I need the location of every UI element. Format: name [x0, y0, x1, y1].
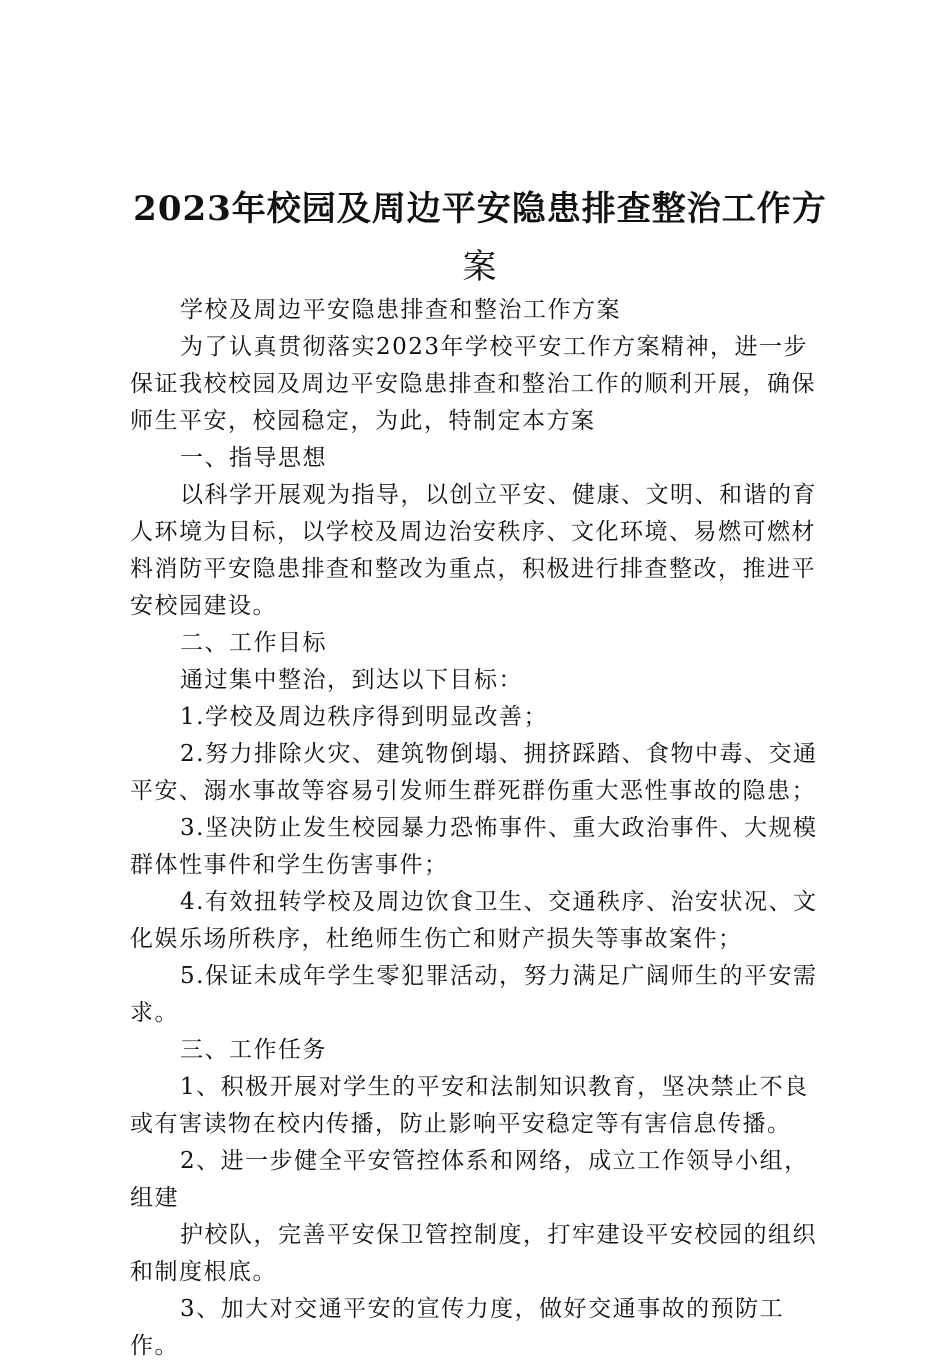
task-item-2: 2、进一步健全平安管控体系和网络，成立工作领导小组，组建	[130, 1148, 809, 1211]
goal-item-1: 1.学校及周边秩序得到明显改善；	[180, 704, 548, 730]
goal-item-2: 2.努力排除火灾、建筑物倒塌、拥挤踩踏、食物中毒、交通平安、溺水事故等容易引发师生群死群伤重大恶性事故的隐患；	[130, 741, 818, 804]
document-body	[130, 292, 830, 1365]
goal-item-5: 5.保证未成年学生零犯罪活动，努力满足广阔师生的平安需求。	[130, 963, 818, 1026]
task-item-2-continued: 护校队，完善平安保卫管控制度，打牢建设平安校园的组织和制度根底。	[130, 1222, 817, 1285]
title-line-2: 案	[462, 247, 498, 287]
section-heading-goals: 二、工作目标	[180, 630, 327, 656]
paragraph-intro: 为了认真贯彻落实2023年学校平安工作方案精神，进一步保证我校校园及周边平安隐患排查和整治工作的顺利开展，确保师生平安，校园稳定，为此，特制定本方案	[130, 334, 816, 434]
paragraph-guiding-ideas: 以科学开展观为指导，以创立平安、健康、文明、和谐的育人环境为目标，以学校及周边治安秩序、文化环境、易燃可燃材料消防平安隐患排查和整改为重点，积极进行排查整改，推进平安校园建设。	[130, 482, 817, 619]
section-heading-guiding-ideas: 一、指导思想	[180, 445, 327, 471]
section-heading-tasks: 三、工作任务	[180, 1037, 327, 1063]
paragraph-goals-intro: 通过集中整治，到达以下目标：	[180, 667, 523, 693]
goal-item-4: 4.有效扭转学校及周边饮食卫生、交通秩序、治安状况、文化娱乐场所秩序，杜绝师生伤亡和财产损失等事故案件；	[130, 889, 818, 952]
document-title	[130, 180, 830, 296]
paragraph-subtitle: 学校及周边平安隐患排查和整治工作方案	[180, 297, 621, 323]
title-line-1: 2023年校园及周边平安隐患排查整治工作方	[133, 189, 827, 229]
task-item-1: 1、积极开展对学生的平安和法制知识教育，坚决禁止不良或有害读物在校内传播，防止影响平安稳定等有害信息传播。	[130, 1074, 809, 1137]
goal-item-3: 3.坚决防止发生校园暴力恐怖事件、重大政治事件、大规模群体性事件和学生伤害事件；	[130, 815, 818, 878]
task-item-3: 3、加大对交通平安的宣传力度，做好交通事故的预防工作。	[130, 1296, 785, 1359]
